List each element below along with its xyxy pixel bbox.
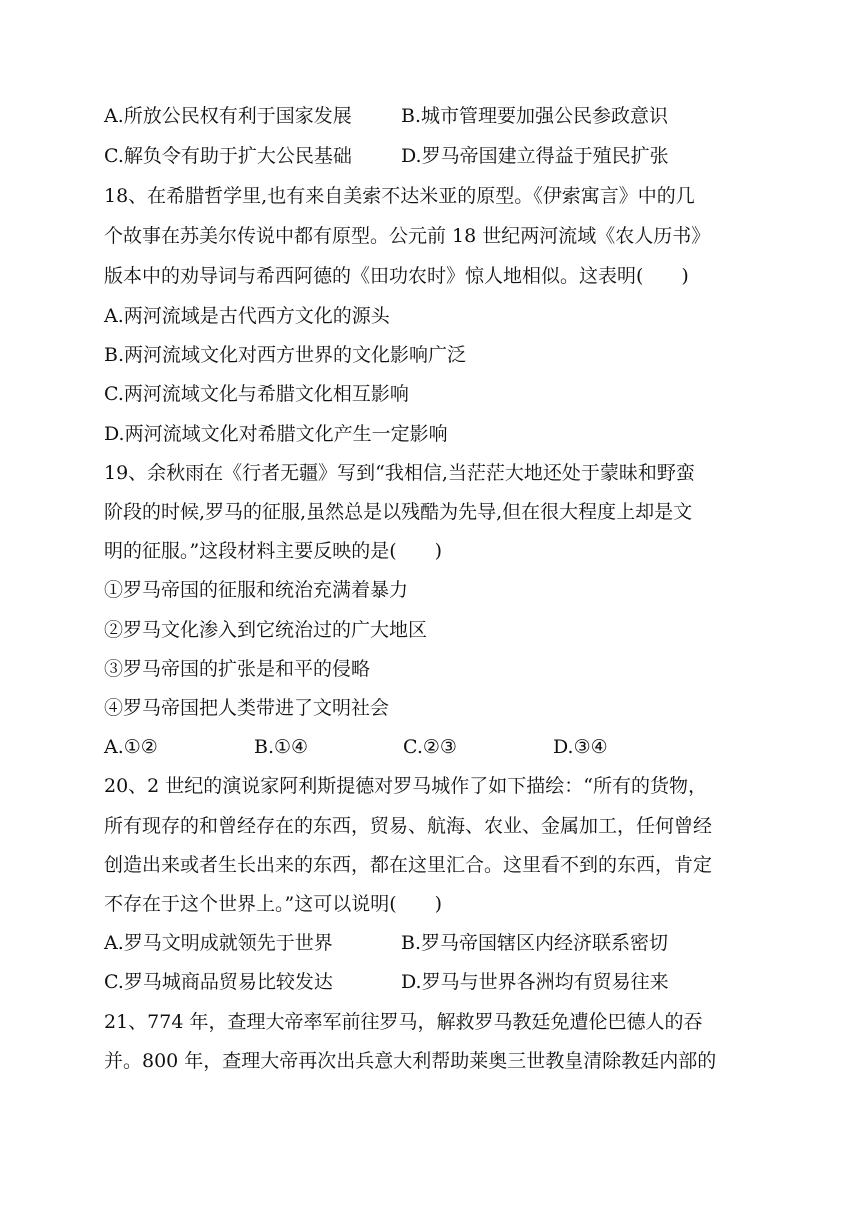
q19-statement-4: ④罗马帝国把人类带进了文明社会 (104, 697, 390, 719)
q17-option-d[interactable]: D.罗马帝国建立得益于殖民扩张 (401, 145, 669, 167)
q19-stem-line-1: 19、余秋雨在《行者无疆》写到“我相信,当茫茫大地还处于蒙昧和野蛮 (104, 462, 695, 484)
q19-option-a[interactable]: A.①② (104, 736, 158, 758)
q18-option-c[interactable]: C.两河流域文化与希腊文化相互影响 (104, 383, 409, 405)
q20-option-c[interactable]: C.罗马城商品贸易比较发达 (104, 971, 333, 993)
q18-stem-line-3: 版本中的劝导词与希西阿德的《田功农时》惊人地相似。这表明( ) (104, 265, 689, 287)
q20-stem-line-2: 所有现存的和曾经存在的东西，贸易、航海、农业、金属加工，任何曾经 (104, 815, 713, 837)
q18-stem-line-2: 个故事在苏美尔传说中都有原型。公元前 18 世纪两河流域《农人历书》 (104, 225, 711, 247)
q21-stem-line-1: 21、774 年，查理大帝率军前往罗马，解救罗马教廷免遭伦巴德人的吞 (104, 1011, 703, 1033)
q19-statement-1: ①罗马帝国的征服和统治充满着暴力 (104, 579, 409, 601)
q19-option-d[interactable]: D.③④ (553, 736, 608, 758)
q17-option-a[interactable]: A.所放公民权有利于国家发展 (104, 105, 352, 127)
q19-statement-2: ②罗马文化渗入到它统治过的广大地区 (104, 619, 428, 641)
q17-option-c[interactable]: C.解负令有助于扩大公民基础 (104, 145, 352, 167)
q19-stem-line-3: 明的征服。”这段材料主要反映的是( ) (104, 540, 443, 562)
q21-stem-line-2: 并。800 年，查理大帝再次出兵意大利帮助莱奥三世教皇清除教廷内部的 (104, 1050, 717, 1072)
q19-stem-line-2: 阶段的时候,罗马的征服,虽然总是以残酷为先导,但在很大程度上却是文 (104, 501, 693, 523)
q19-statement-3: ③罗马帝国的扩张是和平的侵略 (104, 658, 371, 680)
q20-option-d[interactable]: D.罗马与世界各洲均有贸易往来 (401, 971, 669, 993)
q19-option-c[interactable]: C.②③ (403, 736, 457, 758)
q18-option-b[interactable]: B.两河流域文化对西方世界的文化影响广泛 (104, 344, 467, 366)
q20-stem-line-3: 创造出来或者生长出来的东西，都在这里汇合。这里看不到的东西，肯定 (104, 854, 713, 876)
q18-option-d[interactable]: D.两河流域文化对希腊文化产生一定影响 (104, 423, 448, 445)
q20-option-a[interactable]: A.罗马文明成就领先于世界 (104, 932, 333, 954)
q17-option-b[interactable]: B.城市管理要加强公民参政意识 (401, 105, 669, 127)
q18-option-a[interactable]: A.两河流域是古代西方文化的源头 (104, 305, 390, 327)
q20-stem-line-1: 20、2 世纪的演说家阿利斯提德对罗马城作了如下描绘：“所有的货物， (104, 775, 708, 797)
q19-option-b[interactable]: B.①④ (254, 736, 309, 758)
q18-stem-line-1: 18、在希腊哲学里,也有来自美索不达米亚的原型。《伊索寓言》中的几 (104, 185, 695, 207)
q20-stem-line-4: 不存在于这个世界上。”这可以说明( ) (104, 893, 443, 915)
q20-option-b[interactable]: B.罗马帝国辖区内经济联系密切 (401, 932, 669, 954)
